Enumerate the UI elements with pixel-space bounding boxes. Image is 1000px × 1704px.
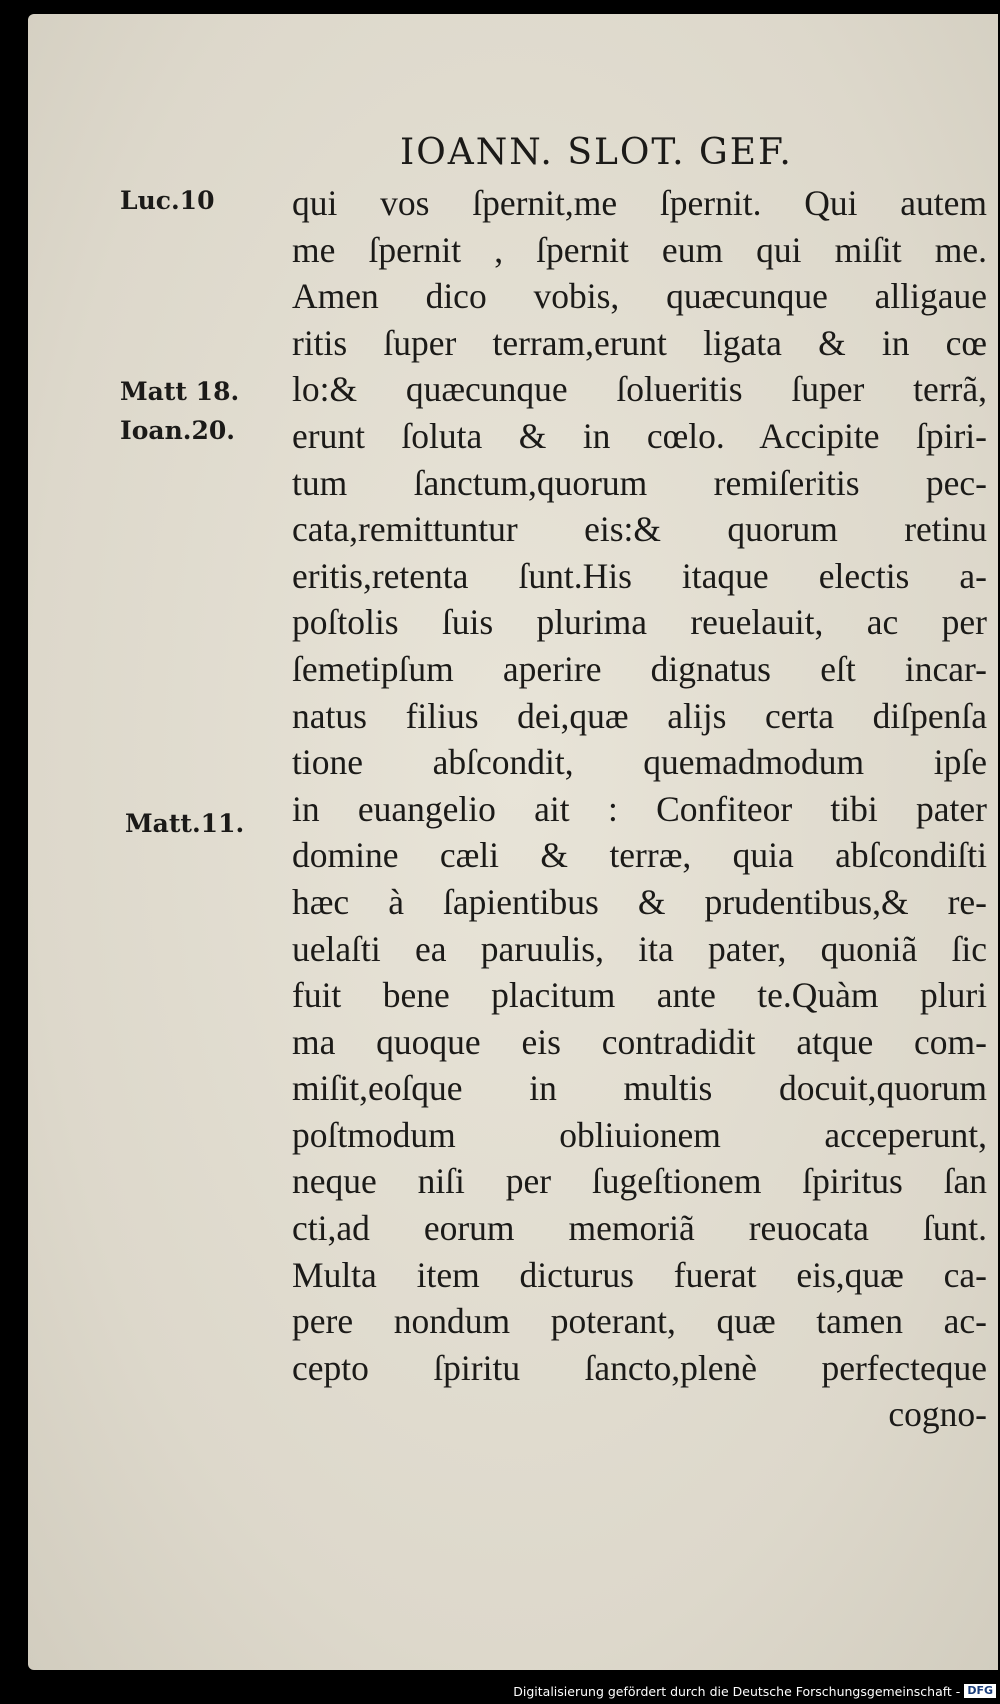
text-line: pere nondum poterant, quæ tamen ac- xyxy=(292,1301,987,1342)
text-line: in euangelio ait : Confiteor tibi pater xyxy=(292,788,987,829)
text-line: Amen dico vobis, quæcunque alligaue xyxy=(292,276,987,317)
running-header: IOANN. SLOT. GEF. xyxy=(400,132,793,173)
text-line: me ſpernit , ſpernit eum qui miſit me. xyxy=(292,229,987,270)
text-line: ma quoque eis contradidit atque com- xyxy=(292,1021,987,1062)
text-line: poſtmodum obliuionem acceperunt, xyxy=(292,1114,987,1155)
text-line: ſemetipſum aperire dignatus eſt incar- xyxy=(292,648,987,689)
margin-note-luc: Luc.10 xyxy=(120,186,215,215)
text-line: cata,remittuntur eis:& quorum retinu xyxy=(292,509,987,550)
text-line: fuit bene placitum ante te.Quàm pluri xyxy=(292,975,987,1016)
text-line: poſtolis ſuis plurima reuelauit, ac per xyxy=(292,602,987,643)
book-page xyxy=(28,14,998,1670)
margin-note-matt-18: Matt 18. xyxy=(120,377,240,406)
text-line: Multa item dicturus fuerat eis,quæ ca- xyxy=(292,1254,987,1295)
text-line: cepto ſpiritu ſancto,plenè perfecteque xyxy=(292,1347,987,1388)
digitization-credit xyxy=(513,1680,996,1702)
text-line: tum ſanctum,quorum remiſeritis pec- xyxy=(292,462,987,503)
text-line: lo:& quæcunque ſolueritis ſuper terrã, xyxy=(292,369,987,410)
text-line: tione abſcondit, quemadmodum ipſe xyxy=(292,742,987,783)
text-line: cti,ad eorum memoriã reuocata ſunt. xyxy=(292,1208,987,1249)
catchword: cogno- xyxy=(888,1394,987,1435)
body-text xyxy=(292,180,987,1438)
text-line: qui vos ſpernit,me ſpernit. Qui autem xyxy=(292,183,987,223)
dfg-logo: DFG xyxy=(964,1684,996,1698)
margin-note-matt-11: Matt.11. xyxy=(125,809,245,838)
text-line: eritis,retenta ſunt.His itaque electis a- xyxy=(292,555,987,596)
text-line: natus filius dei,quæ alijs certa diſpenſa xyxy=(292,695,987,736)
margin-note-ioan-20: Ioan.20. xyxy=(120,416,235,445)
text-line: neque niſi per ſugeſtionem ſpiritus ſan xyxy=(292,1161,987,1202)
text-line: uelaſti ea paruulis, ita pater, quoniã ſic xyxy=(292,928,987,969)
text-line: hæc à ſapientibus & prudentibus,& re- xyxy=(292,881,987,922)
text-line: erunt ſoluta & in cœlo. Accipite ſpiri- xyxy=(292,415,987,456)
text-line: ritis ſuper terram,erunt ligata & in cœ xyxy=(292,322,987,363)
credit-text: Digitalisierung gefördert durch die Deutsche Forschungsgemeinschaft - xyxy=(513,1683,961,1699)
text-line: domine cæli & terræ, quia abſcondiſti xyxy=(292,835,987,876)
text-line: miſit,eoſque in multis docuit,quorum xyxy=(292,1068,987,1109)
